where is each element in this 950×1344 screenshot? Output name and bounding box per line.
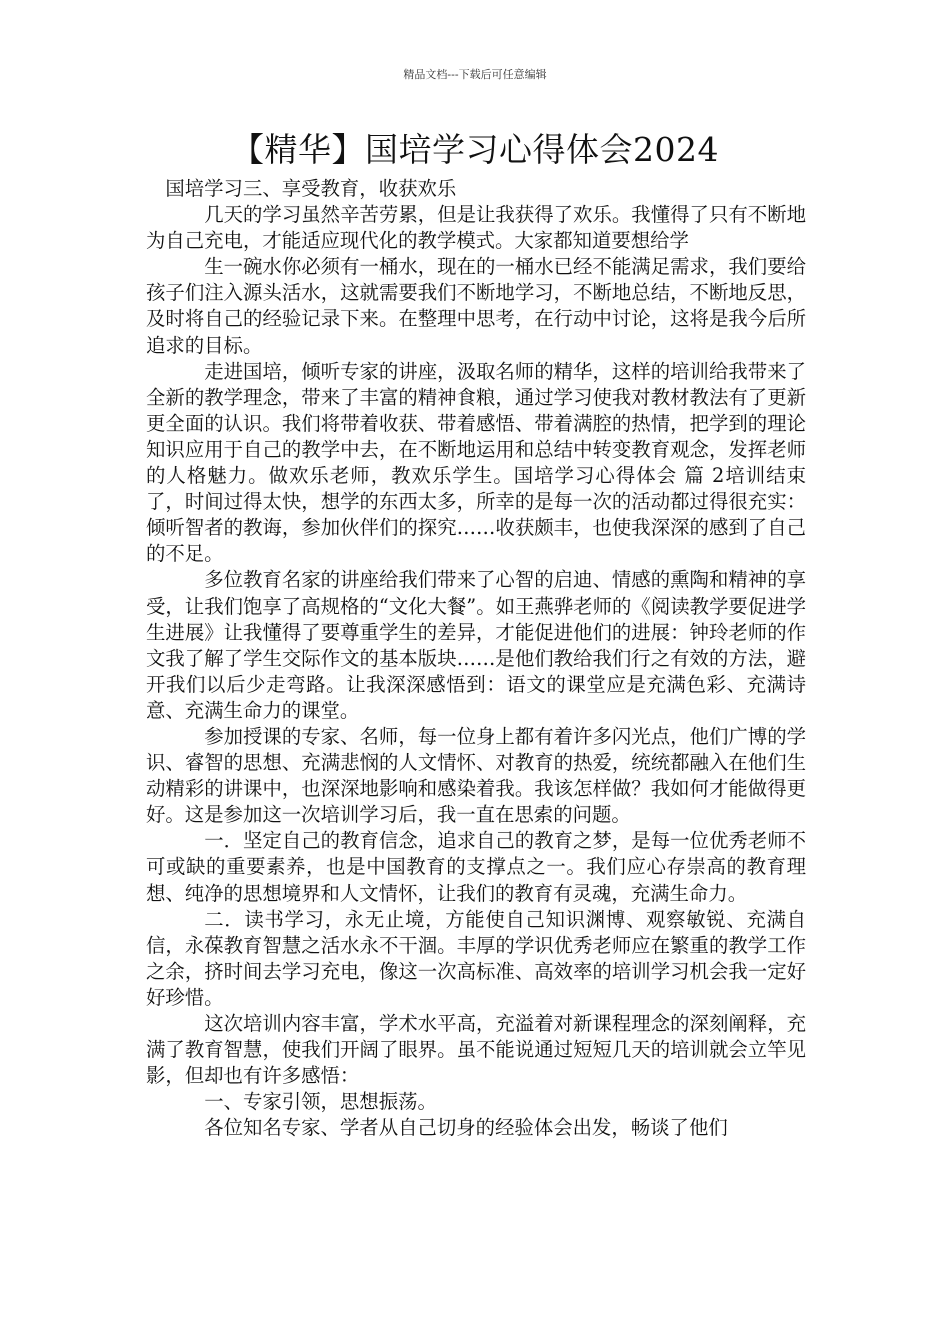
paragraph: 二．读书学习，永无止境，方能使自己知识渊博、观察敏锐、充满自信，永葆教育智慧之活水永不干涸。丰厚的学识优秀老师应在繁重的教学工作之余，挤时间去学习充电，像这一次高标准、高效率的培训学习机会我一定好好珍惜。 (146, 907, 806, 1009)
paragraph: 一、专家引领，思想振荡。 (204, 1090, 437, 1114)
paragraph: 一．坚定自己的教育信念，追求自己的教育之梦，是每一位优秀老师不可或缺的重要素养，也是中国教育的支撑点之一。我们应心存崇高的教育理想、纯净的思想境界和人文情怀，让我们的教育有灵魂，充满生命力。 (146, 829, 806, 905)
paragraph: 多位教育名家的讲座给我们带来了心智的启迪、情感的熏陶和精神的享受，让我们饱享了高规格的“文化大餐”。如王燕骅老师的《阅读教学要促进学生进展》让我懂得了要尊重学生的差异，才能促进他们的进展：钟玲老师的作文我了解了学生交际作文的基本版块……是他们教给我们行之有效的方法，避开我们以后少走弯路。让我深深感悟到：语文的课堂应是充满色彩、充满诗意、充满生命力的课堂。 (146, 568, 806, 722)
paragraph: 参加授课的专家、名师，每一位身上都有着许多闪光点，他们广博的学识、睿智的思想、充满悲悯的人文情怀、对教育的热爱，统统都融入在他们生动精彩的讲课中，也深深地影响和感染着我。我该怎样做？我如何才能做得更好。这是参加这一次培训学习后，我一直在思索的问题。 (146, 724, 806, 827)
paragraph: 走进国培，倾听专家的讲座，汲取名师的精华，这样的培训给我带来了全新的教学理念，带来了丰富的精神食粮，通过学习使我对教材教法有了更新更全面的认识。我们将带着收获、带着感悟、带着满腔的热情，把学到的理论知识应用于自己的教学中去，在不断地运用和总结中转变教育观念，发挥老师的人格魅力。做欢乐老师，教欢乐学生。国培学习心得体会 篇 2培训结束了，时间过得太快，想学的东西太多，所幸的是每一次的活动都过得很充实：倾听智者的教诲，参加伙伴们的探究……收获颇丰，也使我深深的感到了自己的不足。 (146, 359, 806, 566)
paragraph: 几天的学习虽然辛苦劳累，但是让我获得了欢乐。我懂得了只有不断地为自己充电，才能适应现代化的教学模式。大家都知道要想给学 (146, 203, 806, 253)
paragraph: 各位知名专家、学者从自己切身的经验体会出发，畅谈了他们 (204, 1116, 728, 1140)
document-body (146, 176, 806, 1141)
document-subheading: 国培学习三、享受教育，收获欢乐 (165, 177, 457, 200)
document-title: 【精华】国培学习心得体会2024 (231, 130, 719, 169)
paragraph: 这次培训内容丰富，学术水平高，充溢着对新课程理念的深刻阐释，充满了教育智慧，使我们开阔了眼界。虽不能说通过短短几天的培训就会立竿见影，但却也有许多感悟： (146, 1012, 806, 1088)
page-header: 精品文档---下载后可任意编辑 (403, 68, 547, 81)
paragraph: 生一碗水你必须有一桶水，现在的一桶水已经不能满足需求，我们要给孩子们注入源头活水，这就需要我们不断地学习，不断地总结，不断地反思，及时将自己的经验记录下来。在整理中思考，在行动中讨论，这将是我今后所追求的目标。 (146, 255, 806, 357)
